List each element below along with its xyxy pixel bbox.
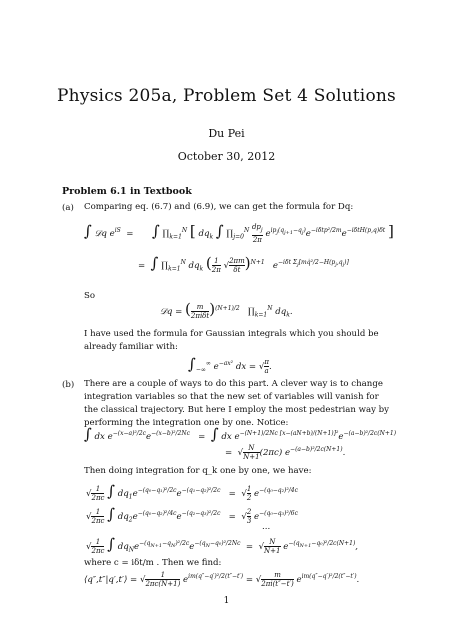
part-b-label: (b) (62, 380, 75, 390)
equation-3: 𝒟q = ( $\frac{m}{\text{2πiδt}}$ )$^{(N+1)/2}$ $\prod_{k=1}^N$ $dq_k$. (160, 300, 293, 320)
part-a-so: So (84, 291, 96, 301)
integral-step-1: √ $\frac{1}{2\pi c}$ ∫ $dq_1e^{-(q_0-q_1)^2/2c}e^{-(q_1-q_2)^2/2c}$ = √ $\frac{1}{2}$ $e^{-(q_0-q_2)^2/4c}$ (86, 482, 298, 502)
document-title: Physics 205a, Problem Set 4 Solutions (57, 86, 396, 106)
problem-heading: Problem 6.1 in Textbook (62, 186, 192, 197)
part-b-where: where c = iδt/m . Then we find: (84, 558, 222, 568)
part-a-intro: Comparing eq. (6.7) and (6.9), we can get the formula for Dq: (84, 202, 354, 212)
gaussian-integral: $\int_{-\infty}^\infty$ $e^{-ax^2}$ dx = √ $\frac{\pi}{a}$ . (188, 355, 272, 375)
ellipsis: ... (262, 522, 271, 532)
part-a-label: (a) (62, 203, 74, 213)
part-b-intro: There are a couple of ways to do this part. A clever way is to change integration variables so that the new set of variables will vanish for the classical trajectory. But here I employ the most pedestrian way by performing the integration one by one. Notice: (84, 379, 390, 428)
equation-1-rhs: ∫ $\prod_{k=1}^N$ [ $dq_k$ ∫ $\prod_{j=0}^N$ $\frac{dp_j}{2\pi}$ $e^{ip_j(q_{j+1}-q_j)}e^{-i\delta tp^2/2m}e^{-i\delta tH(p,q)\delta t}$ ] (152, 222, 394, 244)
equation-1-lhs: ∫ 𝒟q $e^{iS}$ = (84, 222, 134, 240)
integral-step-n: √ $\frac{1}{2\pi c}$ ∫ $dq_Ne^{-(q_{N+1}-q_N)^2/2c}e^{-(q_N-q_0)^2/2Nc}$ = √ $\frac{N}{N+1}$ $e^{-(q_{N+1}-q_0)^2/2c(N+1)}$, (86, 535, 359, 555)
part-a-after: I have used the formula for Gaussian integrals which you should be already familiar with: (84, 329, 379, 352)
page-number: 1 (223, 596, 230, 606)
author: Du Pei (208, 127, 245, 140)
part-b-then: Then doing integration for q_k one by one, we have: (84, 466, 312, 476)
final-result: ⟨q″,t″|q′,t′⟩ = √ $\frac{1}{2\pi c(N+1)}$ $e^{im(q''-q')^2/2(t''-t')}$ = √ $\frac{m}{2\pi i(t''-t')}$ $e^{im(q''-q')^2/2(t''-t')}$. (84, 571, 360, 588)
integral-step-2: √ $\frac{1}{2\pi c}$ ∫ $dq_2e^{-(q_0-q_2)^2/4c}e^{-(q_2-q_3)^2/2c}$ = √ $\frac{2}{3}$ $e^{-(q_0-q_3)^2/6c}$ (86, 505, 298, 525)
equation-4-line-2: = √ $\frac{N}{N+1}$ (2πc) $e^{-(a-b)^2/2c(N+1)}$. (225, 444, 346, 461)
equation-4-line-1: ∫ dx $e^{-(x-a)^2/2c}e^{-(x-b)^2/2Nc}$ = ∫ dx $e^{-(N+1)/2Nc [x-(aN+b)/(N+1)]^2}e^{-(a-b)^2/2c(N+1)}$ (84, 425, 397, 443)
date: October 30, 2012 (177, 150, 276, 163)
equation-2: = ∫ $\prod_{k=1}^N$ $dq_k$ ( $\frac{1}{2\pi}$ √ $\frac{2\pi m}{\delta t}$ )$^{N+1}$ $e^{-i\delta t \Sigma_j[mq̇^2/2-H(p_j,q_j)]}$ (138, 254, 349, 274)
